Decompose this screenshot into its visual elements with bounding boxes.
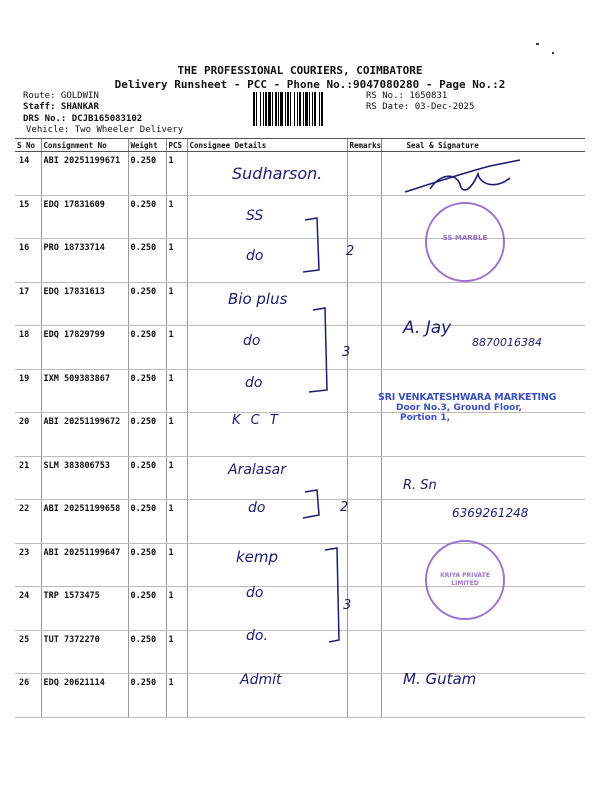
- row-pcs: 1: [166, 630, 187, 674]
- row-consignment: TUT 7372270: [41, 630, 128, 674]
- handwritten-consignee: Sudharson.: [232, 164, 323, 183]
- runsheet-subtitle: Delivery Runsheet - PCC - Phone No.:9047080280 - Page No.:2: [114, 78, 506, 91]
- row-weight: 0.250: [128, 543, 166, 587]
- handwritten-consignee: do: [243, 333, 261, 349]
- handwritten-consignee: do: [248, 500, 266, 516]
- row-sno: 16: [15, 239, 41, 283]
- col-weight: Weight: [128, 139, 166, 152]
- col-consignee: Consignee Details: [187, 139, 347, 152]
- row-consignment: PRO 18733714: [41, 239, 128, 283]
- handwritten-consignee: Aralasar: [228, 462, 287, 478]
- handwritten-consignee: do.: [246, 628, 268, 644]
- row-sno: 24: [15, 587, 41, 631]
- col-pcs: PCS: [166, 139, 187, 152]
- row-weight: 0.250: [128, 630, 166, 674]
- row-weight: 0.250: [128, 239, 166, 283]
- rs-date: RS Date: 03-Dec-2025: [366, 102, 475, 112]
- handwritten-consignee: do: [246, 248, 264, 264]
- handwritten-consignee: Admit: [240, 672, 282, 688]
- marble-seal-text: SS MARBLE: [442, 234, 488, 242]
- row-sno: 17: [15, 282, 41, 326]
- handwritten-phone: 8870016384: [472, 336, 542, 349]
- company-title: THE PROFESSIONAL COURIERS, COIMBATORE: [177, 64, 423, 77]
- row-pcs: 1: [166, 282, 187, 326]
- row-sno: 23: [15, 543, 41, 587]
- table-row: [15, 674, 585, 718]
- company-stamp: [378, 392, 578, 423]
- row-sno: 22: [15, 500, 41, 544]
- row-pcs: 1: [166, 543, 187, 587]
- row-consignment: EDQ 17829799: [41, 326, 128, 370]
- row-weight: 0.250: [128, 152, 166, 196]
- row-sno: 19: [15, 369, 41, 413]
- row-pcs: 1: [166, 587, 187, 631]
- row-sno: 15: [15, 195, 41, 239]
- bracket-marks: [295, 210, 365, 650]
- row-pcs: 1: [166, 500, 187, 544]
- drs-label: DRS No.: DCJB165083102: [23, 114, 143, 124]
- handwritten-consignee: K C T: [232, 413, 281, 428]
- scan-speck: [536, 43, 539, 45]
- row-consignment: ABI 20251199647: [41, 543, 128, 587]
- row-remarks: [347, 152, 381, 196]
- handwritten-remark: 3: [342, 345, 351, 360]
- row-weight: 0.250: [128, 587, 166, 631]
- row-consignment: IXM 509383867: [41, 369, 128, 413]
- row-sno: 25: [15, 630, 41, 674]
- signature-text: R. Sn: [403, 478, 437, 493]
- row-pcs: 1: [166, 239, 187, 283]
- row-sno: 18: [15, 326, 41, 370]
- rs-number: RS No.: 1650831: [366, 91, 448, 101]
- row-weight: 0.250: [128, 369, 166, 413]
- row-sno: 20: [15, 413, 41, 457]
- row-weight: 0.250: [128, 674, 166, 718]
- table-header-row: [15, 139, 585, 152]
- vehicle-label: Vehicle: Two Wheeler Delivery: [26, 125, 184, 135]
- handwritten-remark: 3: [343, 598, 352, 613]
- kriya-seal-stamp: [425, 540, 505, 620]
- row-sno: 21: [15, 456, 41, 500]
- row-pcs: 1: [166, 674, 187, 718]
- row-consignment: SLM 383806753: [41, 456, 128, 500]
- col-consignment: Consignment No: [41, 139, 128, 152]
- signature-text: A. Jay: [403, 318, 452, 338]
- company-stamp-line: SRI VENKATESHWARA MARKETING: [378, 392, 557, 403]
- row-pcs: 1: [166, 369, 187, 413]
- row-weight: 0.250: [128, 456, 166, 500]
- barcode: [253, 92, 361, 126]
- handwritten-consignee: Bio plus: [228, 290, 288, 308]
- row-pcs: 1: [166, 413, 187, 457]
- row-pcs: 1: [166, 456, 187, 500]
- row-consignment: EDQ 20621114: [41, 674, 128, 718]
- row-sno: 14: [15, 152, 41, 196]
- row-consignment: TRP 1573475: [41, 587, 128, 631]
- row-seal: [381, 630, 585, 674]
- row-consignment: EDQ 17831613: [41, 282, 128, 326]
- barcode-bar: [323, 92, 324, 126]
- row-pcs: 1: [166, 195, 187, 239]
- row-weight: 0.250: [128, 195, 166, 239]
- handwritten-consignee: SS: [246, 208, 264, 224]
- row-pcs: 1: [166, 152, 187, 196]
- handwritten-consignee: do: [245, 375, 263, 391]
- company-stamp-line: Door No.3, Ground Floor,: [396, 403, 522, 413]
- marble-seal-stamp: [425, 202, 505, 282]
- signature-row-14: [400, 154, 530, 202]
- row-consignment: ABI 20251199658: [41, 500, 128, 544]
- row-pcs: 1: [166, 326, 187, 370]
- col-sno: S No: [15, 139, 41, 152]
- row-weight: 0.250: [128, 326, 166, 370]
- handwritten-remark: 2: [346, 244, 355, 259]
- handwritten-consignee: kemp: [236, 548, 279, 566]
- kriya-seal-text: KRIYA PRIVATE LIMITED: [440, 572, 490, 587]
- col-seal: Seal & Signature: [381, 139, 585, 152]
- row-weight: 0.250: [128, 282, 166, 326]
- handwritten-remark: 2: [340, 500, 349, 515]
- row-weight: 0.250: [128, 500, 166, 544]
- staff-label: Staff: SHANKAR: [23, 102, 99, 112]
- row-weight: 0.250: [128, 413, 166, 457]
- row-consignment: EDQ 17831609: [41, 195, 128, 239]
- handwritten-phone: 6369261248: [452, 506, 529, 520]
- scan-speck: [552, 52, 554, 54]
- row-consignment: ABI 20251199672: [41, 413, 128, 457]
- row-remarks: [347, 674, 381, 718]
- company-stamp-line: Portion 1,: [400, 413, 451, 423]
- signature-text: M. Gutam: [403, 670, 477, 688]
- row-sno: 26: [15, 674, 41, 718]
- row-consignment: ABI 20251199671: [41, 152, 128, 196]
- route-label: Route: GOLDWIN: [23, 91, 99, 101]
- handwritten-consignee: do: [246, 585, 264, 601]
- col-remarks: Remarks: [347, 139, 381, 152]
